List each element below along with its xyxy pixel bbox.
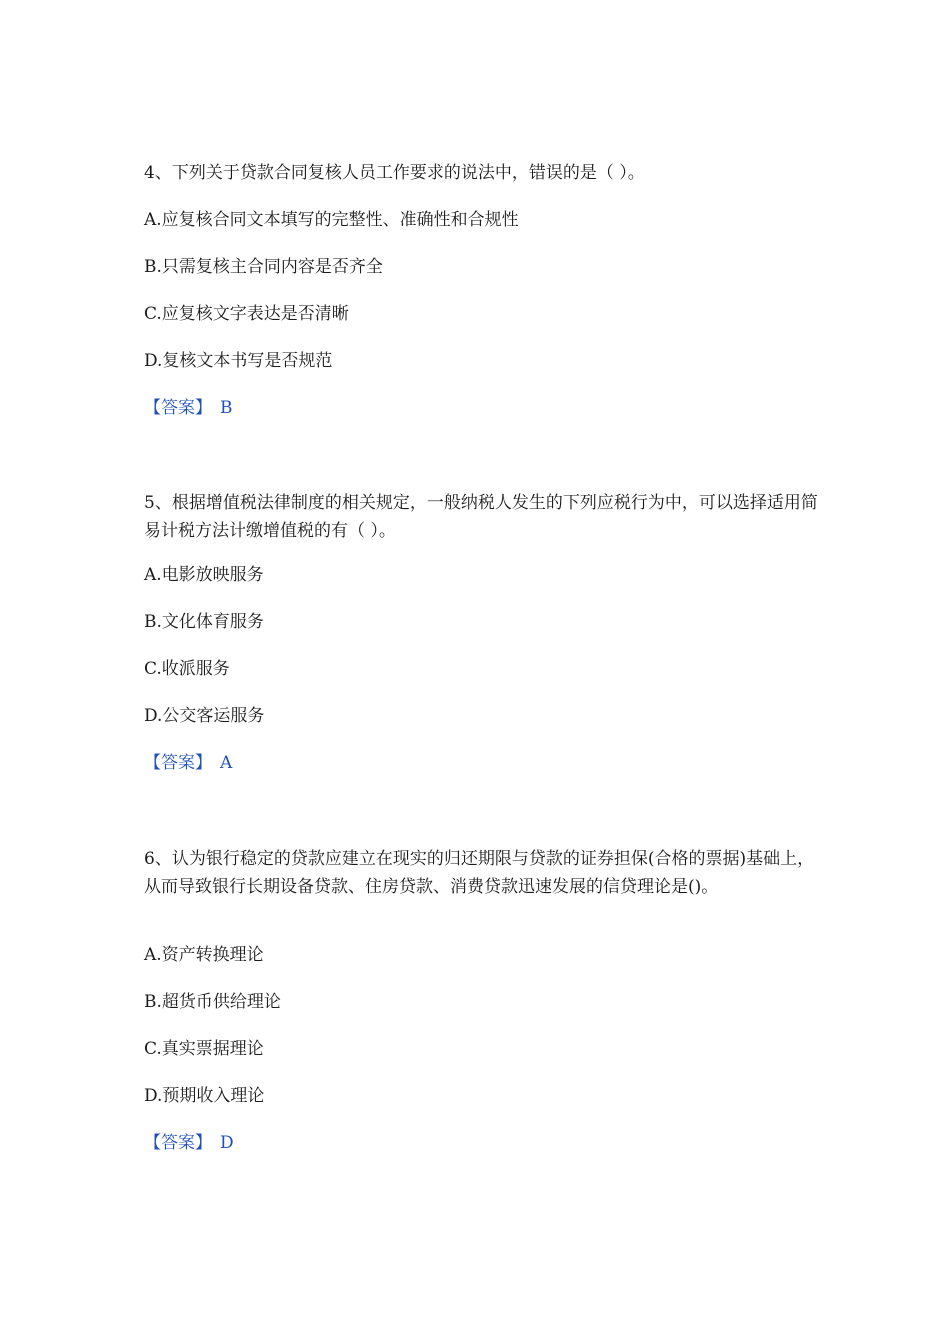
answer-label: 【答案】 bbox=[144, 1133, 212, 1153]
option-d: D.预期收入理论 bbox=[144, 1086, 265, 1106]
answer-row bbox=[144, 394, 824, 422]
option-b: B.超货币供给理论 bbox=[144, 992, 281, 1012]
answer-value: A bbox=[220, 753, 233, 773]
option-d: D.公交客运服务 bbox=[144, 706, 265, 726]
answer-row bbox=[144, 1129, 824, 1157]
question-stem: 4、下列关于贷款合同复核人员工作要求的说法中，错误的是（ ）。 bbox=[144, 163, 645, 183]
answer-label: 【答案】 bbox=[144, 753, 212, 773]
question-stem: 5、根据增值税法律制度的相关规定，一般纳税人发生的下列应税行为中，可以选择适用简易计税方法计缴增值税的有（ ）。 bbox=[144, 493, 818, 541]
option-a: A.资产转换理论 bbox=[144, 945, 264, 965]
option-d: D.复核文本书写是否规范 bbox=[144, 351, 333, 371]
option-b: B.文化体育服务 bbox=[144, 612, 264, 632]
option-b: B.只需复核主合同内容是否齐全 bbox=[144, 257, 383, 277]
answer-value: D bbox=[220, 1133, 234, 1153]
option-a: A.电影放映服务 bbox=[144, 565, 264, 585]
answer-value: B bbox=[220, 398, 233, 418]
option-a: A.应复核合同文本填写的完整性、准确性和合规性 bbox=[144, 210, 519, 230]
question-stem: 6、认为银行稳定的贷款应建立在现实的归还期限与贷款的证券担保(合格的票据)基础上，从而导致银行长期设备贷款、住房贷款、消费贷款迅速发展的信贷理论是()。 bbox=[144, 849, 815, 897]
answer-row bbox=[144, 749, 824, 777]
option-c: C.应复核文字表达是否清晰 bbox=[144, 304, 349, 324]
answer-label: 【答案】 bbox=[144, 398, 212, 418]
option-c: C.收派服务 bbox=[144, 659, 230, 679]
option-c: C.真实票据理论 bbox=[144, 1039, 264, 1059]
